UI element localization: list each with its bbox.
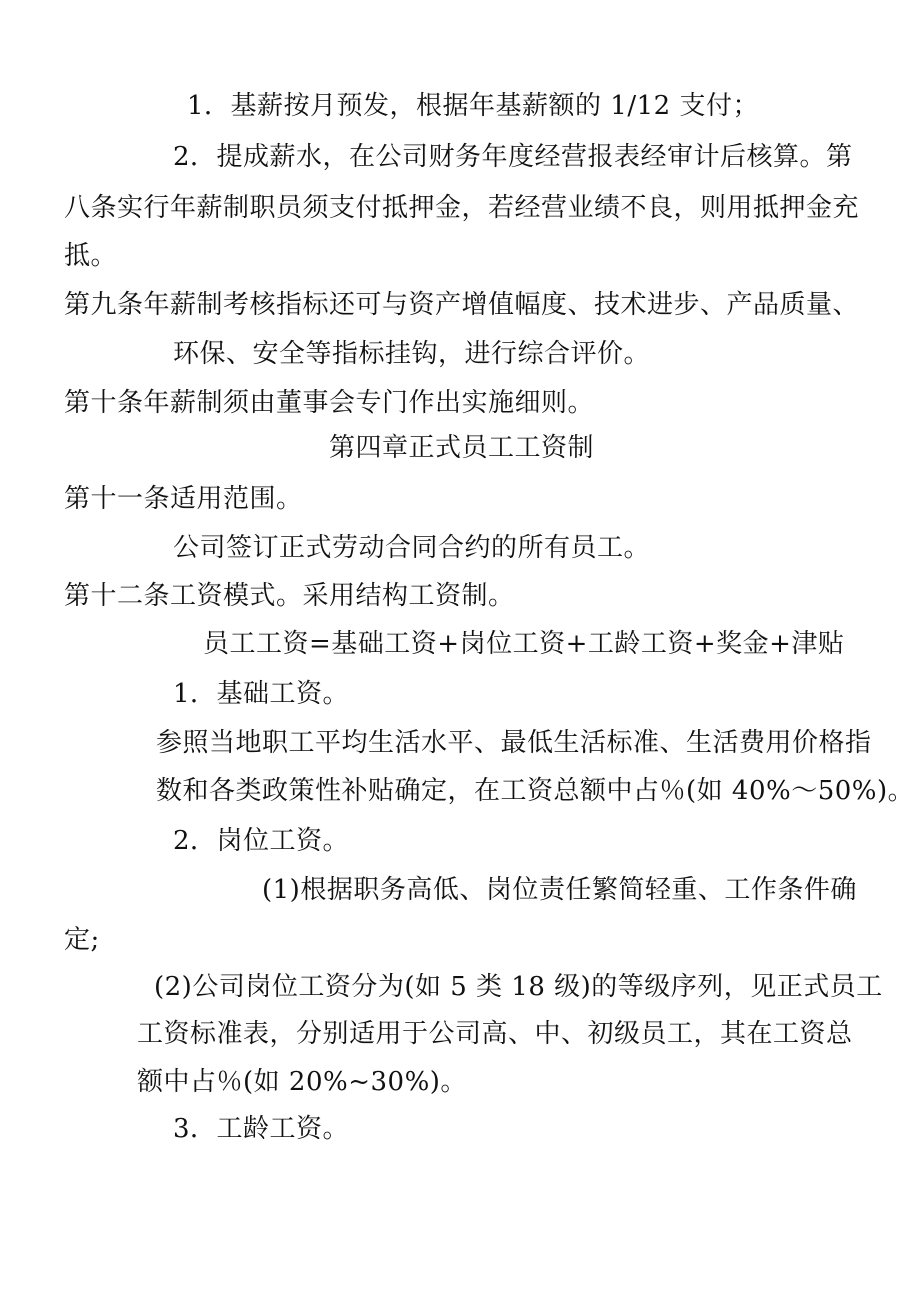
paragraph-line: 八条实行年薪制职员须支付抵押金，若经营业绩不良，则用抵押金充 — [64, 193, 860, 223]
paragraph-line: 定; — [64, 925, 100, 955]
paragraph-line: 第十一条适用范围。 — [64, 484, 303, 514]
paragraph-line: 公司签订正式劳动合同合约的所有员工。 — [173, 533, 651, 563]
paragraph-line: 工资标准表，分别适用于公司高、中、初级员工，其在工资总 — [137, 1019, 853, 1049]
paragraph-line: 数和各类政策性补贴确定，在工资总额中占％(如 40%～50%)。 — [156, 776, 915, 806]
paragraph-line: 第十二条工资模式。采用结构工资制。 — [64, 581, 515, 611]
paragraph-line: 2．岗位工资。 — [173, 826, 350, 856]
formula-line: 员工工资=基础工资+岗位工资+工龄工资+奖金+津贴 — [203, 629, 845, 659]
paragraph-line: 第十条年薪制须由董事会专门作出实施细则。 — [64, 388, 595, 418]
paragraph-line: 参照当地职工平均生活水平、最低生活标准、生活费用价格指 — [156, 728, 872, 758]
paragraph-line: (1)根据职务高低、岗位责任繁简轻重、工作条件确 — [262, 875, 857, 905]
paragraph-line: 2．提成薪水，在公司财务年度经营报表经审计后核算。第 — [173, 142, 853, 172]
paragraph-line: 1．基础工资。 — [173, 679, 350, 709]
paragraph-line: 额中占％(如 20%~30%)。 — [137, 1067, 467, 1097]
paragraph-line: 1．基薪按月预发，根据年基薪额的 1/12 支付； — [187, 91, 759, 121]
paragraph-line: 3．工龄工资。 — [173, 1114, 350, 1144]
paragraph-line: 第九条年薪制考核指标还可与资产增值幅度、技术进步、产品质量、 — [64, 290, 860, 320]
paragraph-line: 抵。 — [64, 241, 118, 271]
paragraph-line: 环保、安全等指标挂钩，进行综合评价。 — [173, 339, 651, 369]
paragraph-line: (2)公司岗位工资分为(如 5 类 18 级)的等级序列，见正式员工 — [154, 972, 883, 1002]
chapter-heading: 第四章正式员工工资制 — [329, 433, 595, 463]
